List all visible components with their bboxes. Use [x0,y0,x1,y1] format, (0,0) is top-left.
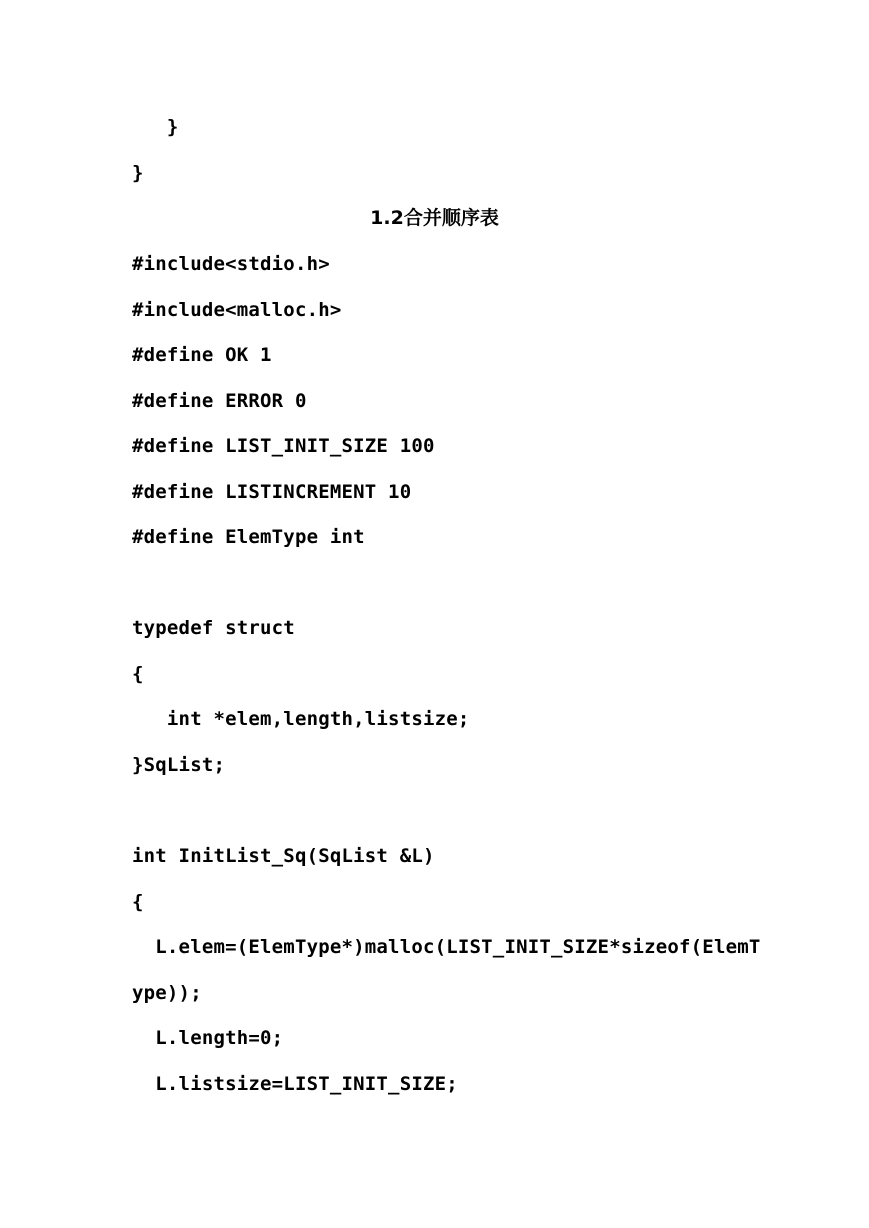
code-line-function-open-brace: { [132,891,144,913]
code-line-define-ok: #define OK 1 [132,344,272,366]
code-line-define-list-init-size: #define LIST_INIT_SIZE 100 [132,435,435,457]
section-heading: 1.2合并顺序表 [370,207,499,229]
code-line-inner-close-brace: } [132,116,179,138]
code-line-typedef-struct: typedef struct [132,617,295,639]
code-line-malloc-assignment: L.elem=(ElemType*)malloc(LIST_INIT_SIZE*sizeof(ElemT [132,936,761,958]
code-line-length-assignment: L.length=0; [132,1027,284,1049]
code-line-define-error: #define ERROR 0 [132,390,307,412]
code-line-outer-close-brace: } [132,162,144,184]
code-line-include-malloc: #include<malloc.h> [132,299,342,321]
code-line-initlist-signature: int InitList_Sq(SqList &L) [132,845,435,867]
code-line-struct-members: int *elem,length,listsize; [132,708,470,730]
code-line-struct-close: }SqList; [132,754,226,776]
code-line-define-elemtype: #define ElemType int [132,526,365,548]
code-line-struct-open-brace: { [132,663,144,685]
code-line-malloc-wrap: ype)); [132,982,202,1004]
code-line-define-listincrement: #define LISTINCREMENT 10 [132,481,412,503]
code-line-include-stdio: #include<stdio.h> [132,253,330,275]
code-line-listsize-assignment: L.listsize=LIST_INIT_SIZE; [132,1073,458,1095]
